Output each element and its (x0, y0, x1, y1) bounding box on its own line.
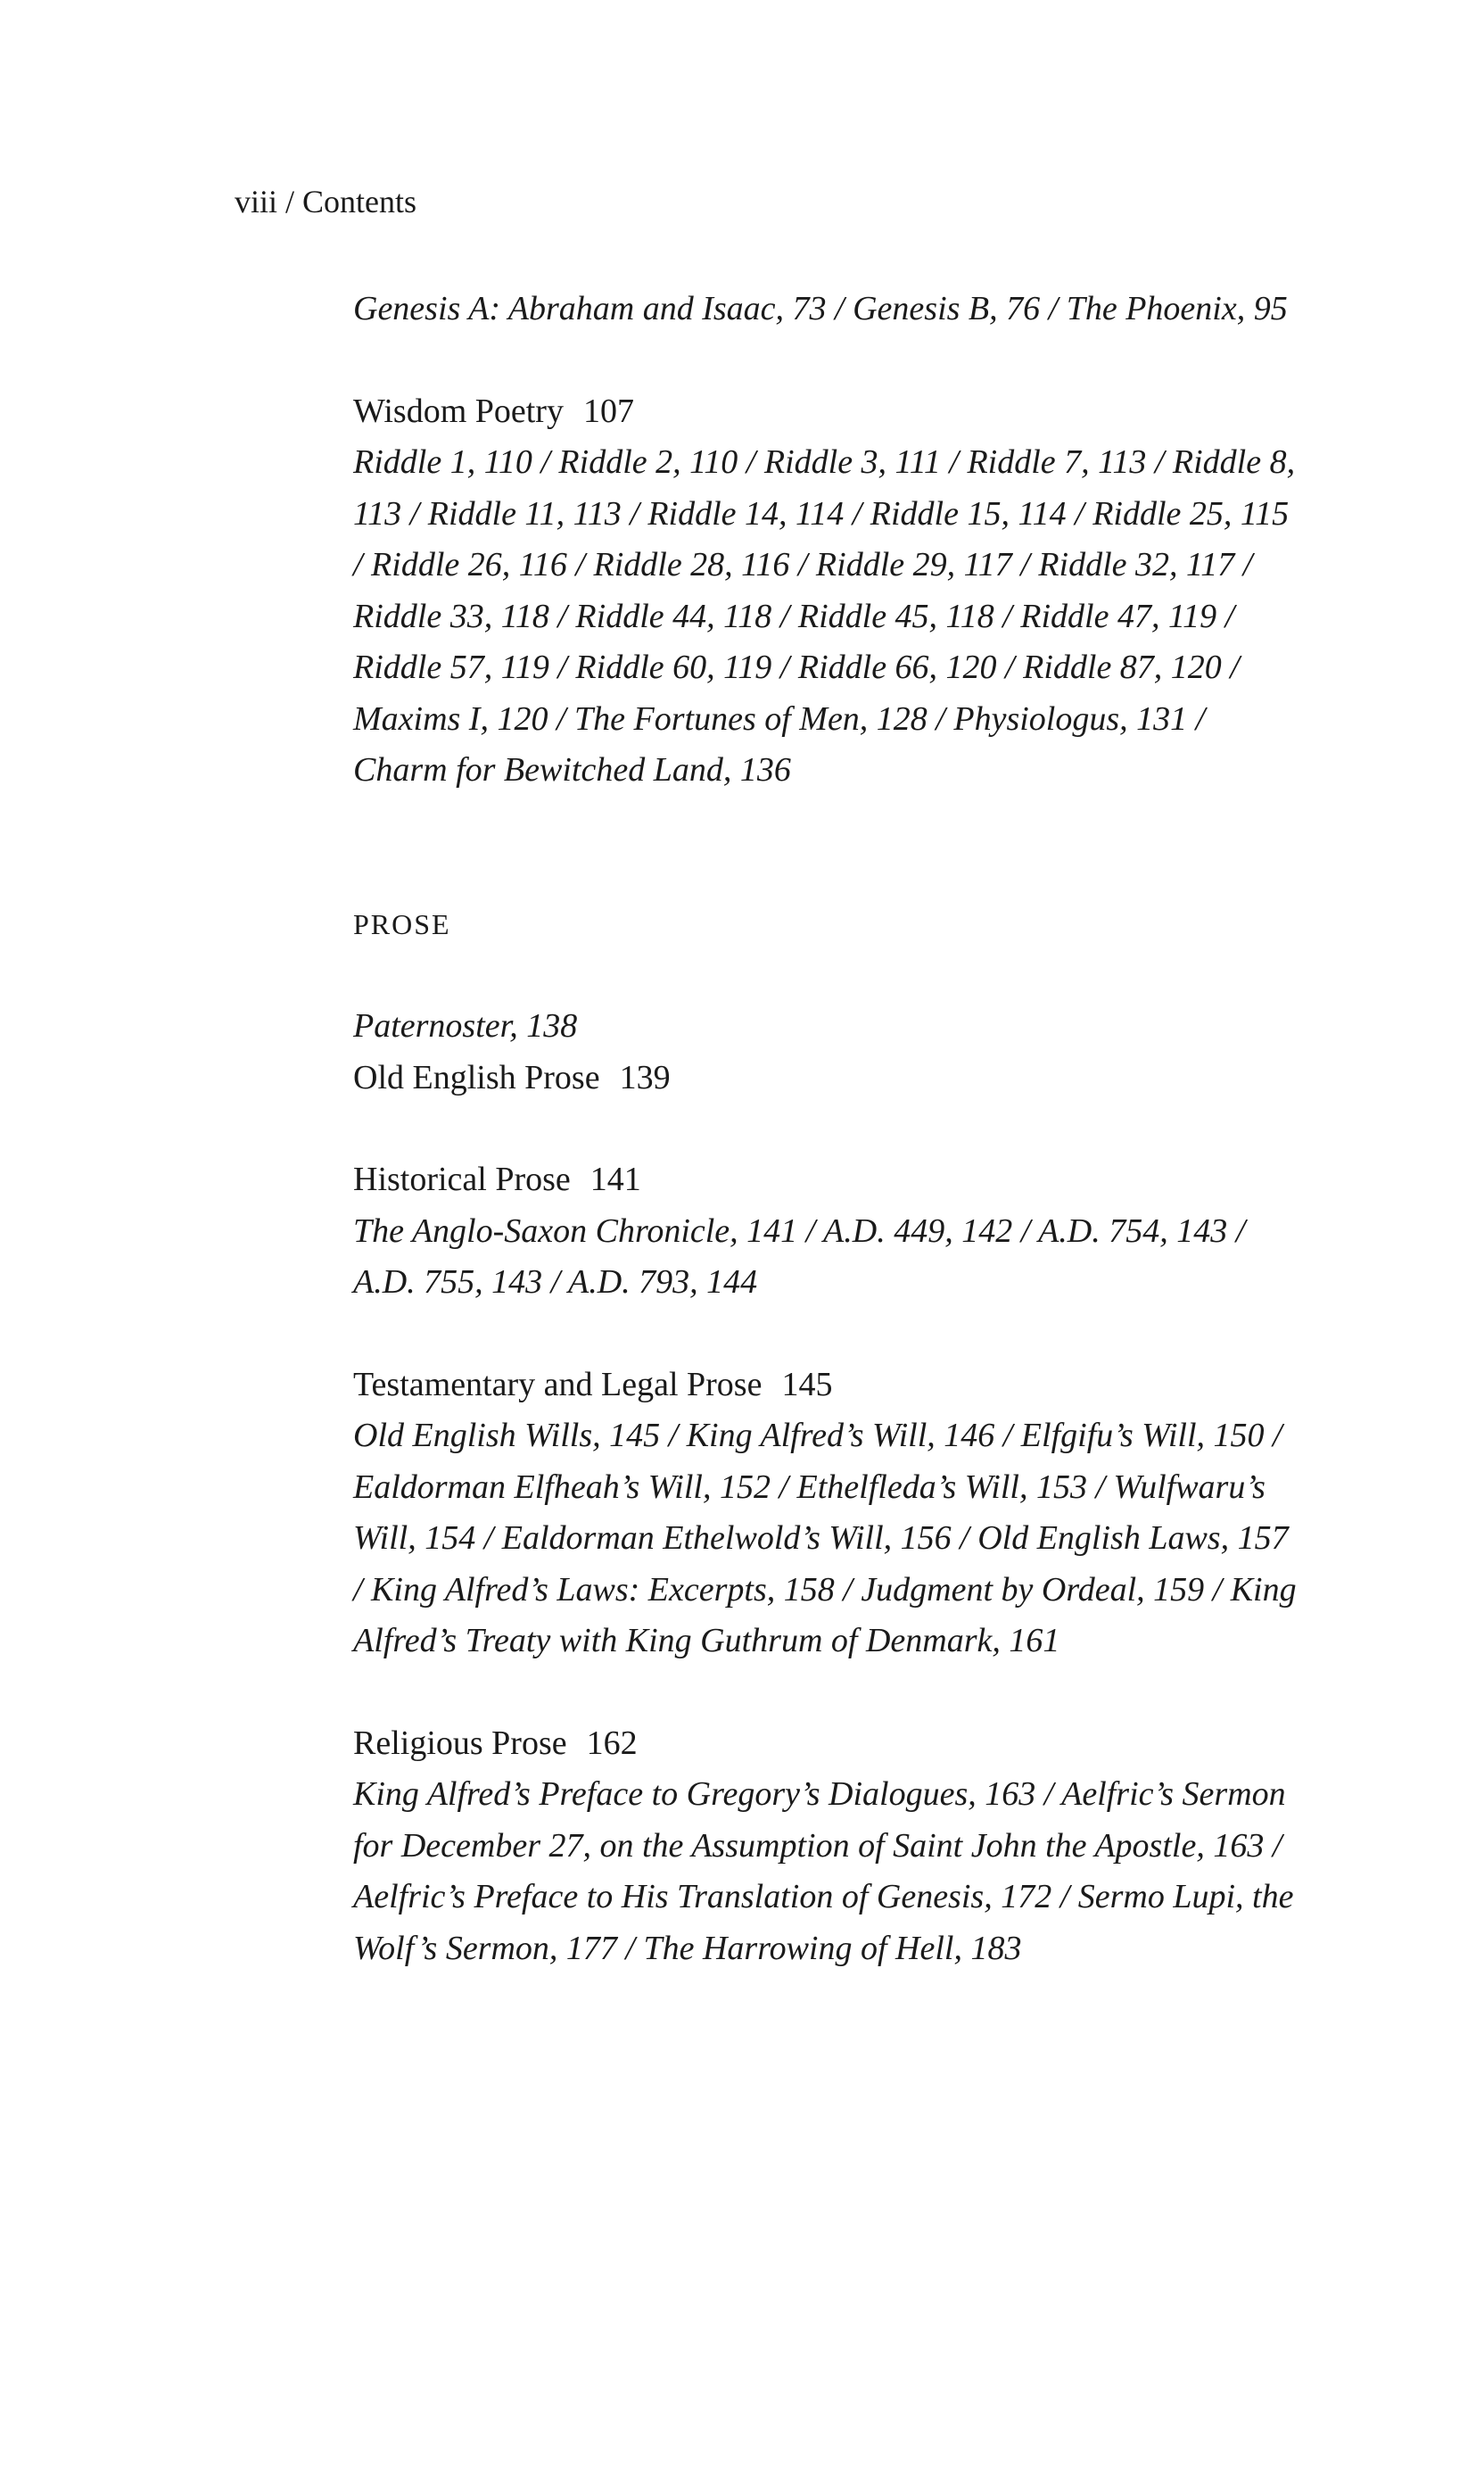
prose-section-heading: PROSE (353, 907, 451, 940)
religious-prose-items (353, 1769, 1298, 1974)
religious-prose-items-text: King Alfred’s Preface to Gregory’s Dialogues, 163 / Aelfric’s Sermon for December 27, on the Assumption of Saint John the Apostle, 163 / Aelfric’s Preface to His Translation of Genesis, 172 / Sermo Lupi, the Wolf’s Sermon, 177 / The Harrowing of Hell, 183 (353, 1775, 1294, 1967)
contents-column (353, 284, 1298, 1974)
wisdom-poetry-title: Wisdom Poetry (353, 392, 564, 430)
old-english-prose-title: Old English Prose (353, 1058, 600, 1096)
historical-prose-items (353, 1206, 1298, 1309)
testamentary-prose-items (353, 1410, 1298, 1667)
paternoster-entry (353, 1001, 1298, 1053)
religious-prose-title: Religious Prose (353, 1724, 567, 1762)
wisdom-poetry-items-text: Riddle 1, 110 / Riddle 2, 110 / Riddle 3, 111 / Riddle 7, 113 / Riddle 8, 113 / Riddle 11, 113 / Riddle 14, 114 / Riddle 15, 114 / Riddle 25, 115 / Riddle 26, 116 / Riddle 28, 116 / Riddle 29, 117 / Riddle 32, 117 / Riddle 33, 118 / Riddle 44, 118 / Riddle 45, 118 / Riddle 47, 119 / Riddle 57, 119 / Riddle 60, 119 / Riddle 66, 120 / Riddle 87, 120 / Maxims I, 120 / The Fortunes of Men, 128 / Physiologus, 131 / Charm for Bewitched Land, 136 (353, 443, 1296, 789)
historical-prose-title: Historical Prose (353, 1161, 571, 1198)
wisdom-poetry-items (353, 437, 1298, 797)
testamentary-prose-heading (353, 1360, 1298, 1411)
old-english-prose-page: 139 (619, 1058, 671, 1096)
religious-prose-page: 162 (586, 1724, 638, 1762)
wisdom-poetry-heading (353, 386, 1298, 438)
genesis-entries (353, 284, 1298, 335)
historical-prose-heading (353, 1154, 1298, 1206)
testamentary-prose-items-text: Old English Wills, 145 / King Alfred’s Will, 146 / Elfgifu’s Will, 150 / Ealdorman Elfheah’s Will, 152 / Ethelfleda’s Will, 153 / Wulfwaru’s Will, 154 / Ealdorman Ethelwold’s Will, 156 / Old English Laws, 157 / King Alfred’s Laws: Excerpts, 158 / Judgment by Ordeal, 159 / King Alfred’s Treaty with King Guthrum of Denmark, 161 (353, 1417, 1297, 1659)
running-head: viii / Contents (235, 184, 417, 219)
paternoster-text: Paternoster, 138 (353, 1007, 578, 1045)
genesis-entries-text: Genesis A: Abraham and Isaac, 73 / Genesis B, 76 / The Phoenix, 95 (353, 290, 1288, 327)
old-english-prose-heading (353, 1053, 1298, 1104)
historical-prose-page: 141 (589, 1161, 641, 1198)
testamentary-prose-page: 145 (781, 1365, 833, 1403)
historical-prose-items-text: The Anglo-Saxon Chronicle, 141 / A.D. 449, 142 / A.D. 754, 143 / A.D. 755, 143 / A.D. 793, 144 (353, 1212, 1246, 1301)
wisdom-poetry-page: 107 (582, 392, 634, 430)
religious-prose-heading (353, 1718, 1298, 1770)
testamentary-prose-title: Testamentary and Legal Prose (353, 1365, 763, 1403)
